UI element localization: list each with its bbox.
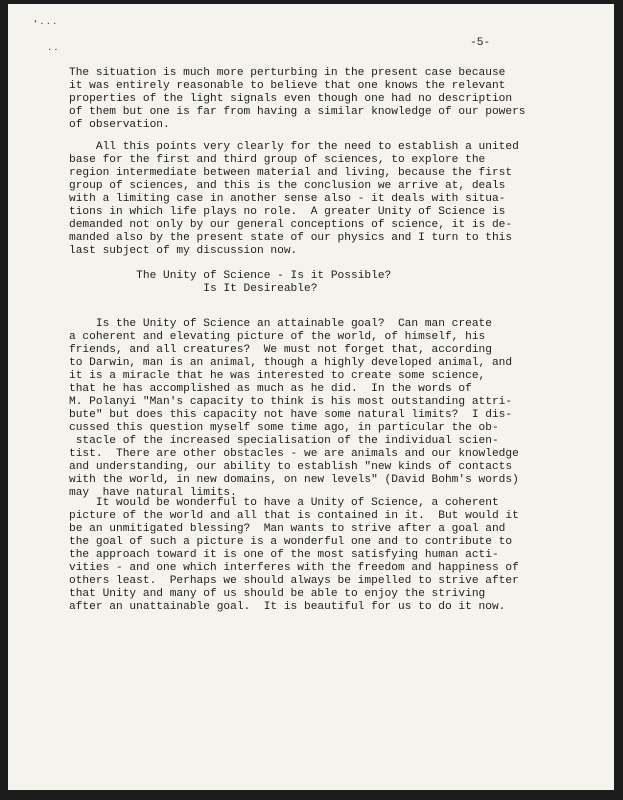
text-line: of them but one is far from having a similar knowledge of our powers (69, 106, 526, 118)
text-line: others least. Perhaps we should always be impelled to strive after (69, 575, 519, 587)
text-line: it was entirely reasonable to believe that one knows the relevant (69, 80, 506, 92)
text-line: to Darwin, man is an animal, though a highly developed animal, and (69, 357, 513, 369)
page-number: -5- (470, 37, 491, 49)
text-line: of observation. (69, 119, 170, 131)
text-line: with the world, in new domains, on new levels" (David Bohm's words) (69, 474, 519, 486)
text-line: the goal of such a picture is a wonderful one and to contribute to (69, 536, 513, 548)
text-line: It would be wonderful to have a Unity of Science, a coherent (69, 497, 499, 509)
scan-speck-mark: ‘ · · · (34, 19, 57, 30)
text-line: bute" but does this capacity not have some natural limits? I dis- (69, 409, 513, 421)
text-line: demanded not only by our general conceptions of science, it is de- (69, 219, 513, 231)
text-line: The Unity of Science - Is it Possible? (69, 270, 392, 282)
text-line: the approach toward it is one of the most satisfying human acti- (69, 549, 499, 561)
text-line: M. Polanyi "Man's capacity to think is his most outstanding attri- (69, 396, 513, 408)
text-line: may have natural limits. (69, 487, 237, 499)
text-line: Is the Unity of Science an attainable goal? Can man create (69, 318, 492, 330)
document-page (8, 4, 614, 790)
text-line: with a limiting case in another sense also - it deals with situa- (69, 193, 506, 205)
text-line: last subject of my discussion now. (69, 245, 298, 257)
text-line: cussed this question myself some time ago, in particular the ob- (69, 422, 499, 434)
text-line: a coherent and elevating picture of the world, of himself, his (69, 331, 486, 343)
text-line: region intermediate between material and living, because the first (69, 167, 513, 179)
text-line: group of sciences, and this is the conclusion we arrive at, deals (69, 180, 506, 192)
text-line: after an unattainable goal. It is beautiful for us to do it now. (69, 601, 506, 613)
text-line: that he has accomplished as much as he did. In the words of (69, 383, 472, 395)
text-line: that Unity and many of us should be able to enjoy the striving (69, 588, 486, 600)
text-line: it is a miracle that he was interested to create some science, (69, 370, 486, 382)
text-line: vities - and one which interferes with the freedom and happiness of (69, 562, 519, 574)
text-line: stacle of the increased specialisation of the individual scien- (69, 435, 499, 447)
text-line: properties of the light signals even though one had no description (69, 93, 513, 105)
text-line: tist. There are other obstacles - we are animals and our knowledge (69, 448, 519, 460)
text-line: be an unmitigated blessing? Man wants to strive after a goal and (69, 523, 506, 535)
text-line: manded also by the present state of our physics and I turn to this (69, 232, 513, 244)
text-line: Is It Desireable? (69, 283, 318, 295)
text-line: picture of the world and all that is contained in it. But would it (69, 510, 519, 522)
text-line: tions in which life plays no role. A greater Unity of Science is (69, 206, 506, 218)
text-line: base for the first and third group of sciences, to explore the (69, 154, 486, 166)
text-line: All this points very clearly for the need to establish a united (69, 141, 519, 153)
text-line: friends, and all creatures? We must not forget that, according (69, 344, 492, 356)
scan-speck-mark: · · (48, 45, 58, 56)
text-line: The situation is much more perturbing in the present case because (69, 67, 506, 79)
text-line: and understanding, our ability to establish "new kinds of contacts (69, 461, 513, 473)
